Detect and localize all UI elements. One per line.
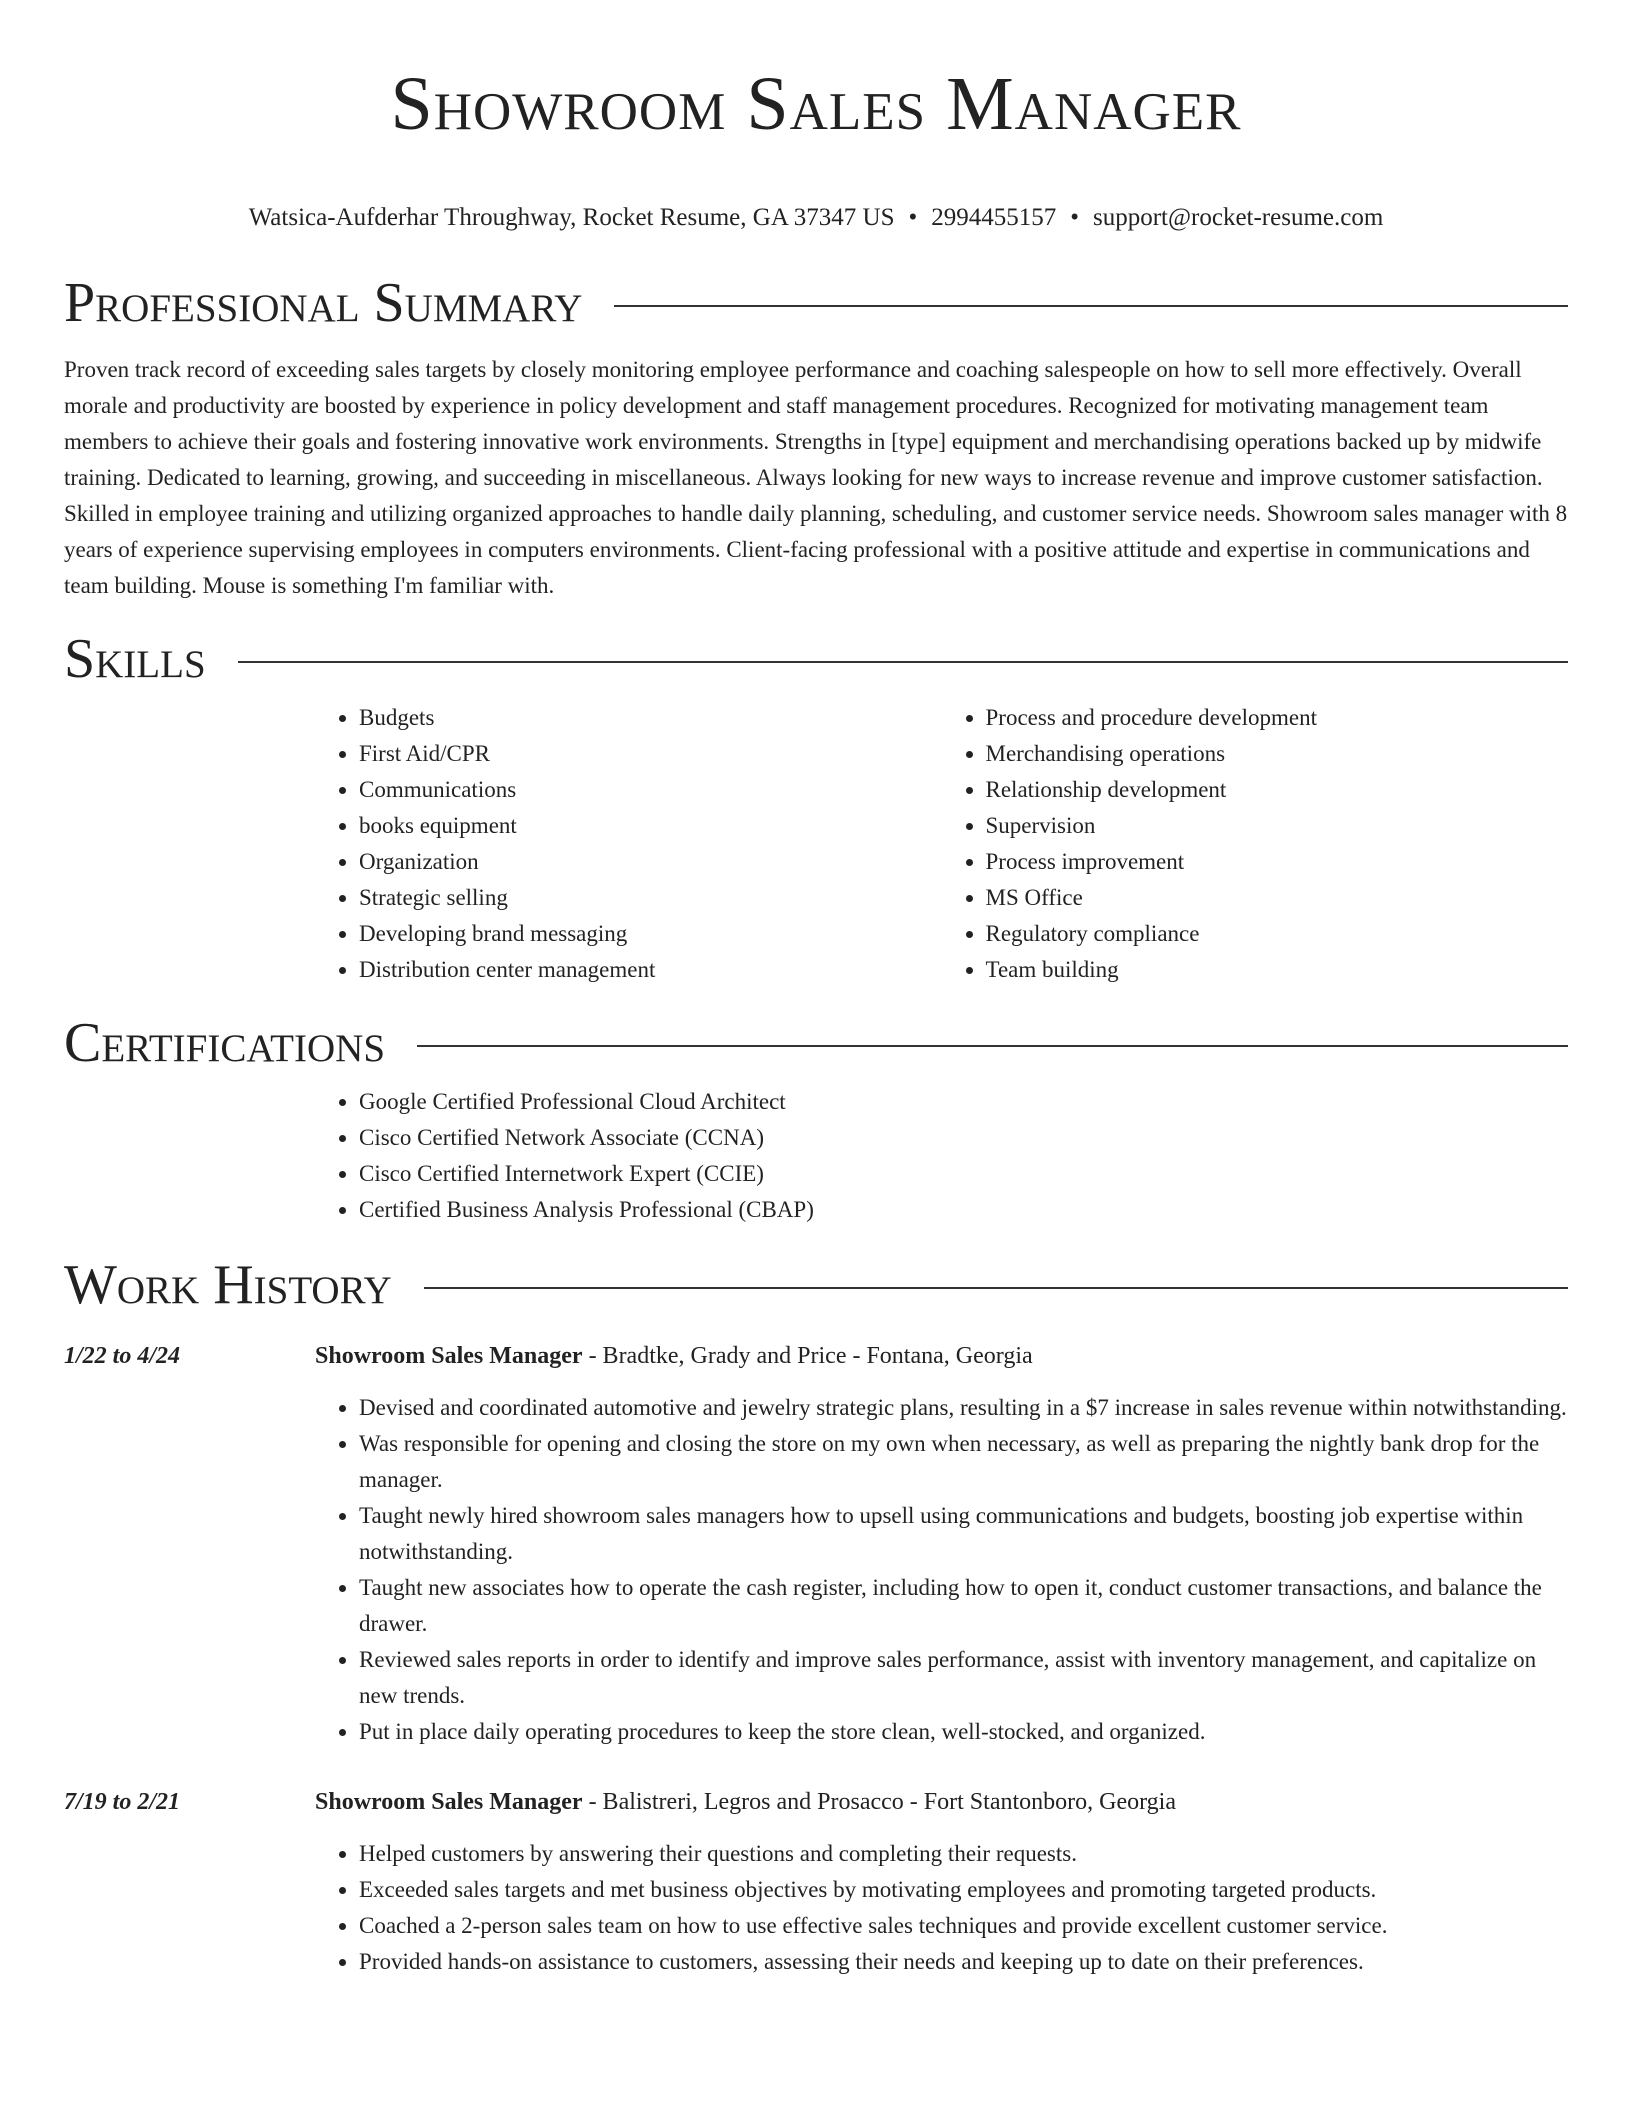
contact-email: support@rocket-resume.com bbox=[1093, 204, 1384, 231]
contact-phone: 2994455157 bbox=[931, 204, 1057, 231]
certification-item: • Certified Business Analysis Professional (CBAP) bbox=[359, 1192, 1568, 1228]
section-title: Certifications bbox=[64, 1012, 386, 1074]
job-entry bbox=[64, 1784, 1568, 1980]
skill-item: • Relationship development bbox=[986, 772, 1569, 808]
job-bullet: • Devised and coordinated automotive and jewelry strategic plans, resulting in a $7 increase in sales revenue within notwithstanding. bbox=[359, 1390, 1568, 1426]
section-heading-skills bbox=[64, 626, 1568, 692]
skill-item: • Regulatory compliance bbox=[986, 916, 1569, 952]
skills-column-left bbox=[315, 700, 942, 988]
skill-item: • Supervision bbox=[986, 808, 1569, 844]
certification-item: • Cisco Certified Network Associate (CCNA) bbox=[359, 1120, 1568, 1156]
job-bullet: • Taught new associates how to operate the cash register, including how to open it, conduct customer transactions, and balance the drawer. bbox=[359, 1570, 1568, 1642]
job-bullets bbox=[315, 1836, 1568, 1980]
skill-item: • First Aid/CPR bbox=[359, 736, 942, 772]
job-bullet: • Put in place daily operating procedures to keep the store clean, well-stocked, and organized. bbox=[359, 1714, 1568, 1750]
section-heading-summary bbox=[64, 270, 1568, 336]
certification-item: • Cisco Certified Internetwork Expert (CCIE) bbox=[359, 1156, 1568, 1192]
skill-item: • Communications bbox=[359, 772, 942, 808]
job-title: Showroom Sales Manager bbox=[315, 1789, 583, 1815]
section-heading-certifications bbox=[64, 1010, 1568, 1076]
job-bullet: • Coached a 2-person sales team on how to use effective sales techniques and provide excellent customer service. bbox=[359, 1908, 1568, 1944]
summary-text: Proven track record of exceeding sales targets by closely monitoring employee performance and coaching salespeople on how to sell more effectively. Overall morale and productivity are boosted by experience in policy development and staff management procedures. Recognized for motivating management team members to achieve their goals and fostering innovative work environments. Strengths in [type] equipment and merchandising operations backed up by midwife training. Dedicated to learning, growing, and succeeding in miscellaneous. Always looking for new ways to increase revenue and improve customer satisfaction. Skilled in employee training and utilizing organized approaches to handle daily planning, scheduling, and customer service needs. Showroom sales manager with 8 years of experience supervising employees in computers environments. Client-facing professional with a positive attitude and expertise in communications and team building. Mouse is something I'm familiar with. bbox=[64, 357, 1568, 598]
job-title-line bbox=[315, 1338, 1033, 1374]
section-title: Skills bbox=[64, 628, 206, 690]
job-header bbox=[64, 1338, 1568, 1374]
skill-item: • Organization bbox=[359, 844, 942, 880]
job-dates: 1/22 to 4/24 bbox=[64, 1343, 181, 1369]
job-employer: - Balistreri, Legros and Prosacco - Fort Stantonboro, Georgia bbox=[582, 1789, 1176, 1815]
job-bullet: • Helped customers by answering their questions and completing their requests. bbox=[359, 1836, 1568, 1872]
section-divider bbox=[614, 305, 1568, 307]
skills-column-right bbox=[942, 700, 1569, 988]
skill-item: • MS Office bbox=[986, 880, 1569, 916]
job-entry bbox=[64, 1338, 1568, 1750]
skill-item: • Budgets bbox=[359, 700, 942, 736]
skill-item: • Team building bbox=[986, 952, 1569, 988]
section-divider bbox=[238, 661, 1568, 663]
candidate-name: Showroom Sales Manager bbox=[390, 62, 1242, 146]
skill-item: • Process improvement bbox=[986, 844, 1569, 880]
section-title: Work History bbox=[64, 1254, 392, 1316]
certification-item: • Google Certified Professional Cloud Architect bbox=[359, 1084, 1568, 1120]
skills-list bbox=[315, 700, 1568, 988]
job-bullet: • Was responsible for opening and closing the store on my own when necessary, as well as preparing the nightly bank drop for the manager. bbox=[359, 1426, 1568, 1498]
skill-item: • Merchandising operations bbox=[986, 736, 1569, 772]
section-title: Professional Summary bbox=[64, 272, 583, 334]
skill-item: • Process and procedure development bbox=[986, 700, 1569, 736]
contact-line bbox=[64, 202, 1568, 234]
job-employer: - Bradtke, Grady and Price - Fontana, Georgia bbox=[582, 1343, 1033, 1369]
job-dates: 7/19 to 2/21 bbox=[64, 1789, 181, 1815]
job-bullet: • Provided hands-on assistance to customers, assessing their needs and keeping up to date on their preferences. bbox=[359, 1944, 1568, 1980]
job-bullet: • Exceeded sales targets and met business objectives by motivating employees and promoting targeted products. bbox=[359, 1872, 1568, 1908]
skill-item: • Developing brand messaging bbox=[359, 916, 942, 952]
job-header bbox=[64, 1784, 1568, 1820]
job-title: Showroom Sales Manager bbox=[315, 1343, 583, 1369]
contact-separator: • bbox=[908, 204, 918, 231]
section-divider bbox=[417, 1045, 1568, 1047]
job-title-line bbox=[315, 1784, 1176, 1820]
section-heading-work-history bbox=[64, 1252, 1568, 1318]
job-bullets bbox=[315, 1390, 1568, 1750]
skill-item: • Distribution center management bbox=[359, 952, 942, 988]
skill-item: • Strategic selling bbox=[359, 880, 942, 916]
certifications-list bbox=[315, 1084, 1568, 1228]
job-bullet: • Reviewed sales reports in order to identify and improve sales performance, assist with inventory management, and capitalize on new trends. bbox=[359, 1642, 1568, 1714]
job-bullet: • Taught newly hired showroom sales managers how to upsell using communications and budgets, boosting job expertise within notwithstanding. bbox=[359, 1498, 1568, 1570]
contact-separator: • bbox=[1070, 204, 1079, 231]
section-divider bbox=[424, 1287, 1568, 1289]
contact-address: Watsica-Aufderhar Throughway, Rocket Resume, GA 37347 US bbox=[248, 204, 895, 231]
skill-item: • books equipment bbox=[359, 808, 942, 844]
